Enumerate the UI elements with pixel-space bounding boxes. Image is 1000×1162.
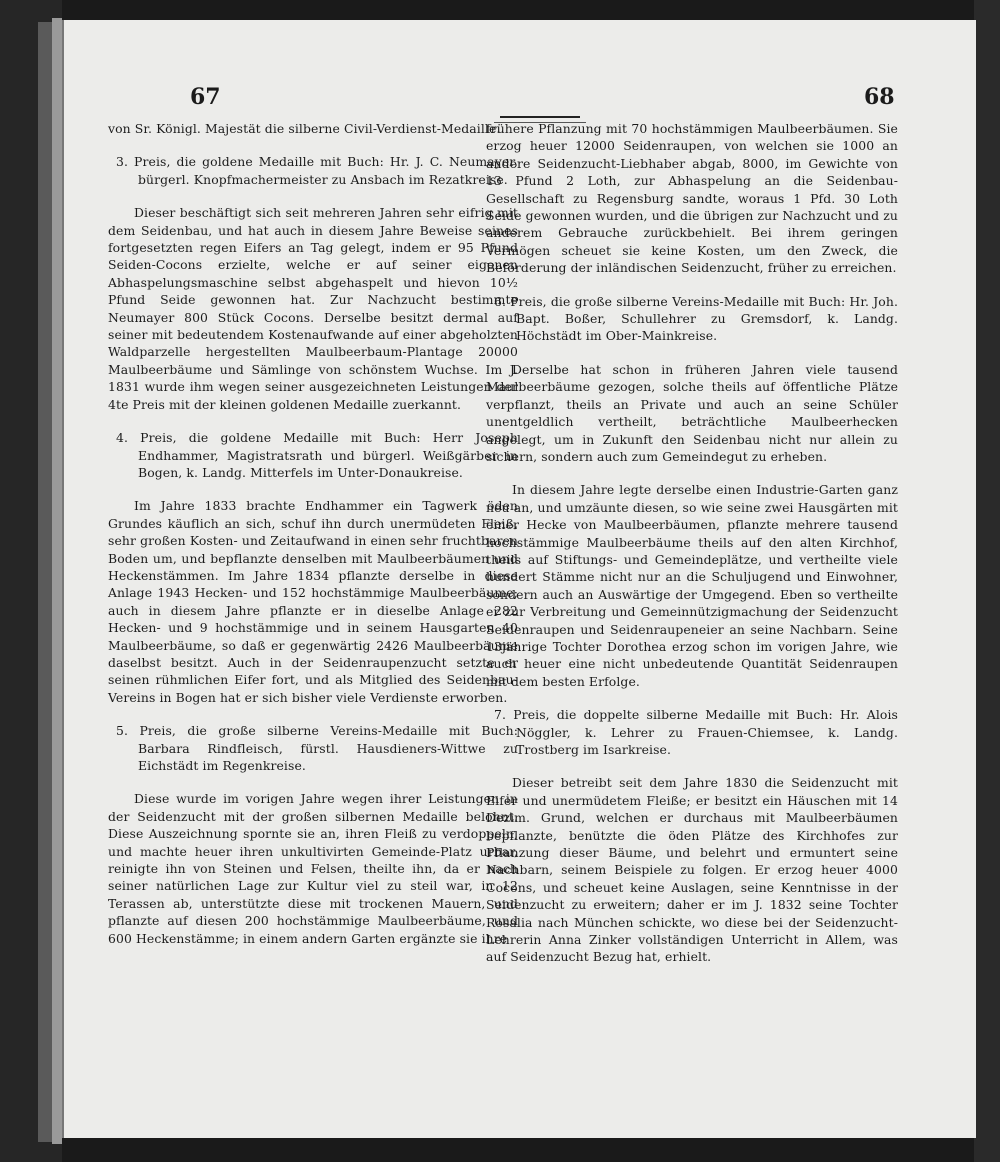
book-binding <box>0 0 62 1162</box>
prize-heading-6: 6. Preis, die große silberne Vereins-Medaille mit Buch: Hr. Joh. Bapt. Boßer, Schullehrer zu Gremsdorf, k. Landg. Höchstädt im Ober-Mainkreise. <box>494 293 898 344</box>
left-column <box>108 120 518 963</box>
page-number-left: 67 <box>190 84 221 110</box>
page-number-right: 68 <box>864 84 895 110</box>
header-rule <box>500 116 580 118</box>
paragraph: Dieser betreibt seit dem Jahre 1830 die Seidenzucht mit Eifer und unermüdetem Fleiße; er besitzt ein Häuschen mit 14 Dezim. Grund, welchen er durchaus mit Maulbeerbäumen bepflanzte, benützte die öden Plätze des Kirchhofes zur Pflanzung dieser Bäume, und belehrt und ermuntert seine Nachbarn, seinem Beispiele zu folgen. Er erzog heuer 4000 Cocons, und scheuet keine Auslagen, seine Kenntnisse in der Seidenzucht zu erweitern; daher er im J. 1832 seine Tochter Rosalia nach München schickte, wo diese bei der Seidenzucht-Lehrerin Anna Zinker vollständigen Unterricht in Allem, was auf Seidenzucht Bezug hat, erhielt. <box>486 775 898 965</box>
paragraph: Dieser beschäftigt sich seit mehreren Jahren sehr eifrig mit dem Seidenbau, und hat auch in diesem Jahre Beweise seines fortgesetzten regen Eifers an Tag gelegt, indem er 95 Pfund Seiden-Cocons erzielte, welche er auf seiner eigenen Abhaspelungsmaschine selbst abgehaspelt und hievon 10½ Pfund Seide gewonnen hat. Zur Nachzucht bestimmte Neumayer 800 Stück Cocons. Derselbe besitzt dermal auf seiner mit bedeutendem Kostenaufwande auf einer abgeholzten Waldparzelle hergestellten Maulbeerbaum-Plantage 20000 Maulbeerbäume und Sämlinge von schönstem Wuchse. Im J. 1831 wurde ihm wegen seiner ausgezeichneten Leistungen der 4te Preis mit der kleinen goldenen Medaille zuerkannt. <box>108 205 518 412</box>
prize-heading-4: 4. Preis, die goldene Medaille mit Buch: Herr Joseph Endhammer, Magistratsrath und bürgerl. Weißgärber in Bogen, k. Landg. Mitterfels im Unter-Donaukreise. <box>116 430 518 480</box>
prize-heading-3: 3. Preis, die goldene Medaille mit Buch: Hr. J. C. Neumayer, bürgerl. Knopfmachermeister zu Ansbach im Rezatkreise. <box>116 154 518 187</box>
paragraph: In diesem Jahre legte derselbe einen Industrie-Garten ganz neu an, und umzäunte diesen, so wie seine zwei Hausgärten mit einer Hecke von Maulbeerbäumen, pflanzte mehrere tausend hochstämmige Maulbeerbäume theils auf den alten Kirchhof, theils auf Stiftungs- und Gemeindeplätze, und vertheilte viele hundert Stämme nicht nur an die Schuljugend und Einwohner, sondern auch an Auswärtige der Umgegend. Eben so vertheilte er zur Verbreitung und Gemeinnützigmachung der Seidenzucht Seidenraupen und Seidenraupeneier an seine Nachbarn. Seine 13jährige Tochter Dorothea erzog schon im vorigen Jahre, wie auch heuer eine nicht unbedeutende Quantität Seidenraupen mit dem besten Erfolge. <box>486 482 898 689</box>
scan-background-right <box>974 0 1000 1162</box>
binding-edge <box>38 22 52 1142</box>
page-header <box>64 78 976 118</box>
paragraph: Im Jahre 1833 brachte Endhammer ein Tagwerk öden Grundes käuflich an sich, schuf ihn durch unermüdeten Fleiß, sehr großen Kosten- und Zeitaufwand in einen sehr fruchtbaren Boden um, und bepflanzte denselben mit Maulbeerbäumen und Heckenstämmen. Im Jahre 1834 pflanzte derselbe in diese Anlage 1943 Hecken- und 152 hochstämmige Maulbeerbäume; auch in diesem Jahre pflanzte er in dieselbe Anlage 282 Hecken- und 9 hochstämmige und in seinem Hausgarten 40 Maulbeerbäume, so daß er gegenwärtig 2426 Maulbeerbäume daselbst besitzt. Auch in der Seidenraupenzucht setzte er seinen rühmlichen Eifer fort, und als Mitglied des Seidenbau-Vereins in Bogen hat er sich bisher viele Verdienste erworben. <box>108 498 518 705</box>
paragraph: frühere Pflanzung mit 70 hochstämmigen Maulbeerbäumen. Sie erzog heuer 12000 Seidenraupen, von welchen sie 1000 an andere Seidenzucht-Liebhaber abgab, 8000, im Gewichte von 13 Pfund 2 Loth, zur Abhaspelung an die Seidenbau-Gesellschaft zu Regensburg sandte, woraus 1 Pfd. 30 Loth Seide gewonnen wurden, und die übrigen zur Nachzucht und zu anderem Gebrauche zurückbehielt. Bei ihrem geringen Vermögen scheuet sie keine Kosten, um den Zweck, die Beförderung der inländischen Seidenzucht, früher zu erreichen. <box>486 121 898 276</box>
paragraph: Derselbe hat schon in früheren Jahren viele tausend Maulbeerbäume gezogen, solche theils auf öffentliche Plätze verpflanzt, theils an Private und auch an seine Schüler unentgeldlich vertheilt, beträchtliche Maulbeerhecken angelegt, um in Zukunft den Seidenbau nicht nur allein zu sichern, sondern auch zum Gemeindegut zu erheben. <box>486 361 898 464</box>
page-stack-edge <box>52 18 62 1144</box>
prize-heading-5: 5. Preis, die große silberne Vereins-Medaille mit Buch: Barbara Rindfleisch, fürstl. Hausdieners-Wittwe zu Eichstädt im Regenkreise. <box>116 723 518 773</box>
paragraph: Diese wurde im vorigen Jahre wegen ihrer Leistungen in der Seidenzucht mit der großen silbernen Medaille belohnt. Diese Auszeichnung spornte sie an, ihren Fleiß zu verdoppeln, und machte heuer ihren unkultivirten Gemeinde-Platz urbar, reinigte ihn von Steinen und Felsen, theilte ihn, da er nach seiner natürlichen Lage zur Kultur viel zu steil war, in 12 Terassen ab, unterstützte diese mit trockenen Mauern, und pflanzte auf diesen 200 hochstämmige Maulbeerbäume, und 600 Heckenstämme; in einem andern Garten ergänzte sie ihre <box>108 791 518 946</box>
paragraph: von Sr. Königl. Majestät die silberne Civil-Verdienst-Medaille. <box>108 121 501 136</box>
right-column <box>486 120 898 982</box>
prize-heading-7: 7. Preis, die doppelte silberne Medaille mit Buch: Hr. Alois Nöggler, k. Lehrer zu Frauen-Chiemsee, k. Landg. Trostberg im Isarkreise. <box>494 707 898 757</box>
